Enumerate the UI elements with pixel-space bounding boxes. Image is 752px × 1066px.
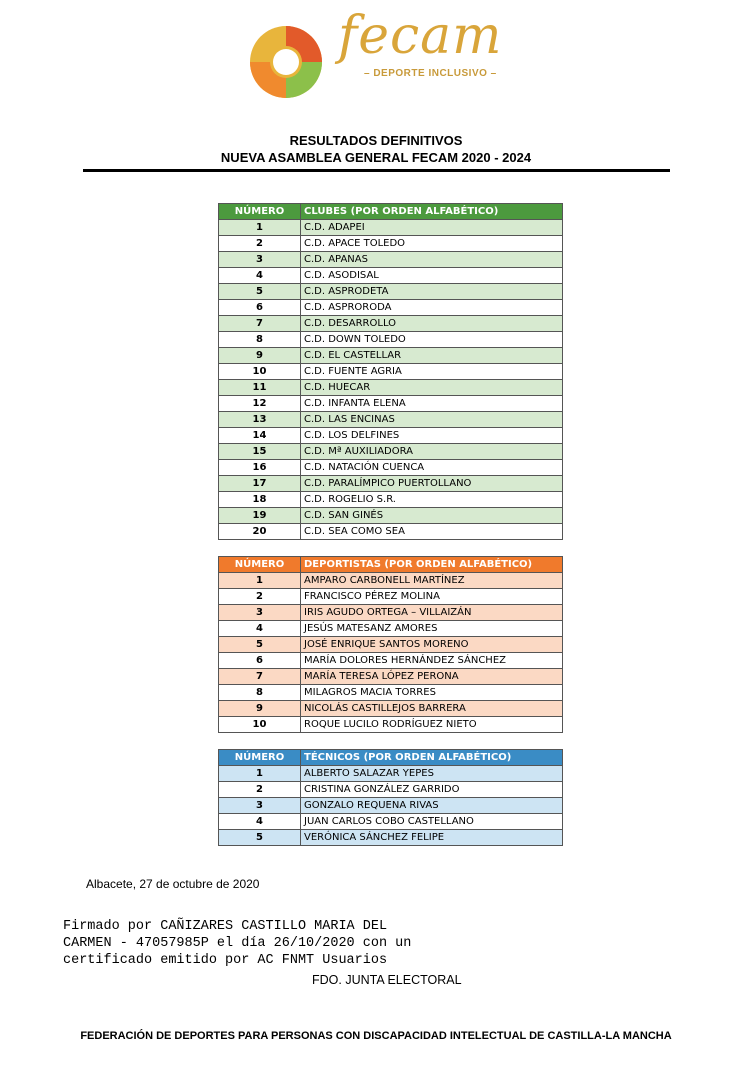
table-row xyxy=(219,332,563,348)
signatory: FDO. JUNTA ELECTORAL xyxy=(312,973,462,987)
title-divider xyxy=(83,169,670,172)
row-number: 1 xyxy=(219,573,301,589)
table-row xyxy=(219,428,563,444)
athletes-table xyxy=(218,556,563,733)
row-name: C.D. ASPRODETA xyxy=(301,284,563,300)
signature-line: Firmado por CAÑIZARES CASTILLO MARIA DEL xyxy=(63,919,388,934)
coaches-header-number: NÚMERO xyxy=(219,750,301,766)
row-number: 4 xyxy=(219,814,301,830)
row-name: MARÍA TERESA LÓPEZ PERONA xyxy=(301,669,563,685)
row-number: 2 xyxy=(219,236,301,252)
row-number: 2 xyxy=(219,782,301,798)
place-date: Albacete, 27 de octubre de 2020 xyxy=(86,877,260,891)
table-row xyxy=(219,236,563,252)
table-row xyxy=(219,380,563,396)
row-number: 3 xyxy=(219,605,301,621)
row-name: CRISTINA GONZÁLEZ GARRIDO xyxy=(301,782,563,798)
table-row xyxy=(219,220,563,236)
table-row xyxy=(219,348,563,364)
row-number: 15 xyxy=(219,444,301,460)
table-row xyxy=(219,284,563,300)
row-number: 1 xyxy=(219,766,301,782)
row-number: 16 xyxy=(219,460,301,476)
table-row xyxy=(219,252,563,268)
row-name: C.D. LAS ENCINAS xyxy=(301,412,563,428)
row-name: C.D. Mª AUXILIADORA xyxy=(301,444,563,460)
row-number: 1 xyxy=(219,220,301,236)
row-name: C.D. APACE TOLEDO xyxy=(301,236,563,252)
row-name: GONZALO REQUENA RIVAS xyxy=(301,798,563,814)
row-number: 20 xyxy=(219,524,301,540)
row-number: 7 xyxy=(219,316,301,332)
row-number: 3 xyxy=(219,252,301,268)
table-row xyxy=(219,798,563,814)
row-number: 3 xyxy=(219,798,301,814)
logo-wordmark: fecam xyxy=(338,6,503,66)
row-name: ALBERTO SALAZAR YEPES xyxy=(301,766,563,782)
row-name: C.D. FUENTE AGRIA xyxy=(301,364,563,380)
row-name: C.D. INFANTA ELENA xyxy=(301,396,563,412)
table-row xyxy=(219,412,563,428)
logo-tagline: – DEPORTE INCLUSIVO – xyxy=(364,68,497,79)
table-row xyxy=(219,508,563,524)
table-header-row xyxy=(219,557,563,573)
row-number: 19 xyxy=(219,508,301,524)
clubs-table xyxy=(218,203,563,540)
table-header-row xyxy=(219,204,563,220)
row-name: C.D. SEA COMO SEA xyxy=(301,524,563,540)
signature-line: certificado emitido por AC FNMT Usuarios xyxy=(63,953,388,968)
table-row xyxy=(219,300,563,316)
row-name: JESÚS MATESANZ AMORES xyxy=(301,621,563,637)
row-name: C.D. ADAPEI xyxy=(301,220,563,236)
row-name: C.D. LOS DELFINES xyxy=(301,428,563,444)
footer-federation-name: FEDERACIÓN DE DEPORTES PARA PERSONAS CON DISCAPACIDAD INTELECTUAL DE CASTILLA-LA MANCHA xyxy=(80,1030,672,1042)
title-line-1: RESULTADOS DEFINITIVOS xyxy=(289,133,463,148)
table-row xyxy=(219,316,563,332)
row-number: 13 xyxy=(219,412,301,428)
table-row xyxy=(219,444,563,460)
table-row xyxy=(219,268,563,284)
row-number: 11 xyxy=(219,380,301,396)
table-row xyxy=(219,396,563,412)
row-number: 7 xyxy=(219,669,301,685)
row-number: 5 xyxy=(219,637,301,653)
table-row xyxy=(219,814,563,830)
table-row xyxy=(219,830,563,846)
table-row xyxy=(219,621,563,637)
fecam-logo-mark-icon xyxy=(246,18,330,102)
row-name: JUAN CARLOS COBO CASTELLANO xyxy=(301,814,563,830)
row-name: C.D. NATACIÓN CUENCA xyxy=(301,460,563,476)
row-name: C.D. ASPRORODA xyxy=(301,300,563,316)
row-number: 2 xyxy=(219,589,301,605)
table-header-row xyxy=(219,750,563,766)
row-name: IRIS AGUDO ORTEGA – VILLAIZÁN xyxy=(301,605,563,621)
row-number: 17 xyxy=(219,476,301,492)
row-number: 5 xyxy=(219,284,301,300)
table-row xyxy=(219,782,563,798)
row-name: C.D. PARALÍMPICO PUERTOLLANO xyxy=(301,476,563,492)
row-number: 18 xyxy=(219,492,301,508)
coaches-table xyxy=(218,749,563,846)
table-row xyxy=(219,637,563,653)
row-number: 10 xyxy=(219,364,301,380)
athletes-header-name: DEPORTISTAS (POR ORDEN ALFABÉTICO) xyxy=(301,557,563,573)
table-row xyxy=(219,476,563,492)
row-number: 8 xyxy=(219,685,301,701)
signature-line: CARMEN - 47057985P el día 26/10/2020 con un xyxy=(63,936,412,951)
row-name: C.D. DOWN TOLEDO xyxy=(301,332,563,348)
row-name: C.D. DESARROLLO xyxy=(301,316,563,332)
table-row xyxy=(219,524,563,540)
table-row xyxy=(219,669,563,685)
row-name: C.D. ROGELIO S.R. xyxy=(301,492,563,508)
title-line-2: NUEVA ASAMBLEA GENERAL FECAM 2020 - 2024 xyxy=(220,150,532,165)
table-row xyxy=(219,701,563,717)
row-number: 4 xyxy=(219,268,301,284)
row-number: 6 xyxy=(219,653,301,669)
digital-signature xyxy=(63,918,483,969)
table-row xyxy=(219,653,563,669)
table-row xyxy=(219,605,563,621)
table-row xyxy=(219,685,563,701)
row-number: 10 xyxy=(219,717,301,733)
row-name: JOSÉ ENRIQUE SANTOS MORENO xyxy=(301,637,563,653)
table-row xyxy=(219,364,563,380)
row-number: 12 xyxy=(219,396,301,412)
row-number: 9 xyxy=(219,701,301,717)
row-number: 5 xyxy=(219,830,301,846)
clubs-header-number: NÚMERO xyxy=(219,204,301,220)
row-number: 14 xyxy=(219,428,301,444)
row-name: VERÓNICA SÁNCHEZ FELIPE xyxy=(301,830,563,846)
row-name: C.D. ASODISAL xyxy=(301,268,563,284)
row-name: C.D. SAN GINÉS xyxy=(301,508,563,524)
row-name: C.D. EL CASTELLAR xyxy=(301,348,563,364)
fecam-logo xyxy=(246,6,516,100)
table-row xyxy=(219,573,563,589)
table-row xyxy=(219,492,563,508)
row-number: 4 xyxy=(219,621,301,637)
row-number: 6 xyxy=(219,300,301,316)
row-name: MARÍA DOLORES HERNÁNDEZ SÁNCHEZ xyxy=(301,653,563,669)
row-name: C.D. APANAS xyxy=(301,252,563,268)
row-name: FRANCISCO PÉREZ MOLINA xyxy=(301,589,563,605)
table-row xyxy=(219,589,563,605)
clubs-header-name: CLUBES (POR ORDEN ALFABÉTICO) xyxy=(301,204,563,220)
athletes-header-number: NÚMERO xyxy=(219,557,301,573)
coaches-header-name: TÉCNICOS (POR ORDEN ALFABÉTICO) xyxy=(301,750,563,766)
table-row xyxy=(219,717,563,733)
row-number: 9 xyxy=(219,348,301,364)
row-name: ROQUE LUCILO RODRÍGUEZ NIETO xyxy=(301,717,563,733)
row-number: 8 xyxy=(219,332,301,348)
row-name: MILAGROS MACIA TORRES xyxy=(301,685,563,701)
table-row xyxy=(219,766,563,782)
row-name: C.D. HUECAR xyxy=(301,380,563,396)
table-row xyxy=(219,460,563,476)
row-name: AMPARO CARBONELL MARTÍNEZ xyxy=(301,573,563,589)
row-name: NICOLÁS CASTILLEJOS BARRERA xyxy=(301,701,563,717)
